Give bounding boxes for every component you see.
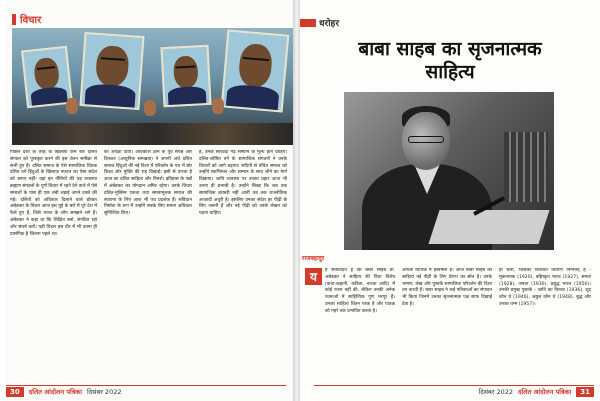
footer-left [6, 385, 286, 397]
article-column-3: है, उनके सच्चिदा गढ़ संस्थान के मूल्य होने चाहिए। दलित-शोषित वर्ग के सामाजिक संगठनों ने उनके विचारों को आगे बढ़ाया। सदियों से वंचित समाज को उन्होंने स्वाभिमान और सम्मान के साथ जीने का मार्ग दिखाया। जाति व्यवस्था पर उनका प्रहार आज भी उतना ही प्रभावी है। उन्होंने लिखा कि जब तक सामाजिक बराबरी नहीं आती तब तक राजनीतिक आज़ादी अधूरी है। इसलिए उनका संदेश हर पीढ़ी के लिए जरूरी है और नई पीढ़ी को उनके लेखन को पढ़ना चाहिए। [199, 150, 287, 217]
page-gutter [293, 0, 300, 401]
poster [21, 46, 73, 108]
section-label-right: धरोहर [319, 19, 340, 29]
poster [160, 45, 211, 107]
section-label-left: विचार [20, 15, 42, 26]
page-number: 30 [6, 387, 24, 397]
issue-date: दिसंबर 2022 [86, 388, 122, 396]
drop-cap: य [305, 268, 322, 285]
article-column-2: का अपेक्षा दिया। अधिकांश ज्ञान के पूर्व संपन्न और दिनकर (आधुनिक सम्पन्नता) ने अपनी अर्थ दलित समाज हिंदुओं की नई दिशा में परिवर्तन के पथ में बोर शिक्षा और मुक्ति की राह दिखाई। इसी से उपजा है आज का दलित साहित्य और विमर्श। इतिहास के पन्नों में अंबेडकर का योगदान अमिट रहेगा। उनके विचार दलित-मुस्लिम एकता तथा समतामूलक समाज की स्थापना के लिए आज भी पथ प्रदर्शक हैं। संविधान निर्माता के रूप में उन्होंने सबके लिए समान अधिकार सुनिश्चित किए। [104, 150, 192, 217]
poster [79, 32, 144, 110]
section-marker [12, 14, 16, 25]
issue-date: दिसंबर 2022 [478, 388, 514, 396]
section-header-left [12, 12, 41, 26]
article-column-1: ह सर्वविदित है कि बाबा साहब डॉ. अंबेडकर ने साहित्य की विधा विशेष (कथा-कहानी, कविता, नाटक आदि) में कोई रचना नहीं की, लेकिन उनकी अनेक रचनाओं में साहित्यिक गुण भरपूर हैं। उनका साहित्य चिंतन परक है और पाठक को गहरे तक प्रभावित करता है। [325, 268, 395, 314]
author-byline: राजबहादुर [302, 255, 325, 262]
footer-right [314, 385, 594, 397]
magazine-name: दलित आंदोलन पत्रिका [28, 388, 82, 396]
section-marker [300, 19, 316, 27]
article-column-2: अधिक व्यापक में इस्तेमाल है। आज बाबा साहब का साहित्य नई पीढ़ी के लिए प्रेरणा का स्रोत है। उनके भाषण, लेख और पुस्तकें सामाजिक परिवर्तन की दिशा तय करती हैं। बाबा साहब ने कई पत्रिकाओं का संपादन भी किया जिनमें उनका सृजनात्मक पक्ष साफ़ दिखाई देता है। [402, 268, 492, 307]
article-title: बाबा साहब का सृजनात्मक साहित्य [358, 38, 542, 83]
left-page [6, 0, 293, 401]
article-column-3: हो चली, जिसका विधिवत विवरण निम्नवत् है - मूकनायक (1920), बहिष्कृत भारत (1927), समता (1928), जनता (1930), प्रबुद्ध भारत (1956)। उनकी प्रमुख पुस्तकें - जाति का विनाश (1936), शूद्र कौन थे (1946), अछूत कौन थे (1948), बुद्ध और उनका धम्म (1957)। [499, 268, 591, 307]
article-column-1: पिछले दशों के तरह के खिलाफ़ कम बार दलित संगठन को पुरस्कृत करने की इस चेतन समीक्षा से सभी हुए हैं। दलित समाज के ऐसे सामाजिक चिंतक दलित वर्ग हिंदुओं के खिलाफ़ नफ़रत का ऐसा संदेश को बनाए नहीं। वहां इन नीतियों की यह व्यवस्था ब्राह्मण संगठनों के पूर्ण विचार में रहने देने वाले में ऐसे समाजों के पास ही एक लंबी लड़ाई अपने वास्ते की गई। दलितों को अधिकार दिलाने वाले डॉक्टर अंबेडकर के विचार आज इस मुद्दे के बारे में पूरे देश में फैले हुए हैं, जिसे भारत के लोग समझने लगे हैं। अंबेडकर ने कहा था कि शिक्षित बनो, संगठित रहो और संघर्ष करो। यही विचार इस दौर में भी उतना ही प्रासंगिक है जितना पहले था। [10, 150, 97, 237]
ambedkar-portrait [344, 92, 554, 250]
section-header-right [300, 16, 339, 29]
page-number: 31 [576, 387, 594, 397]
magazine-name: दलित आंदोलन पत्रिका [518, 388, 572, 396]
right-page [300, 0, 600, 401]
poster [221, 29, 290, 112]
crowd [12, 123, 293, 145]
protest-photo [12, 28, 293, 145]
